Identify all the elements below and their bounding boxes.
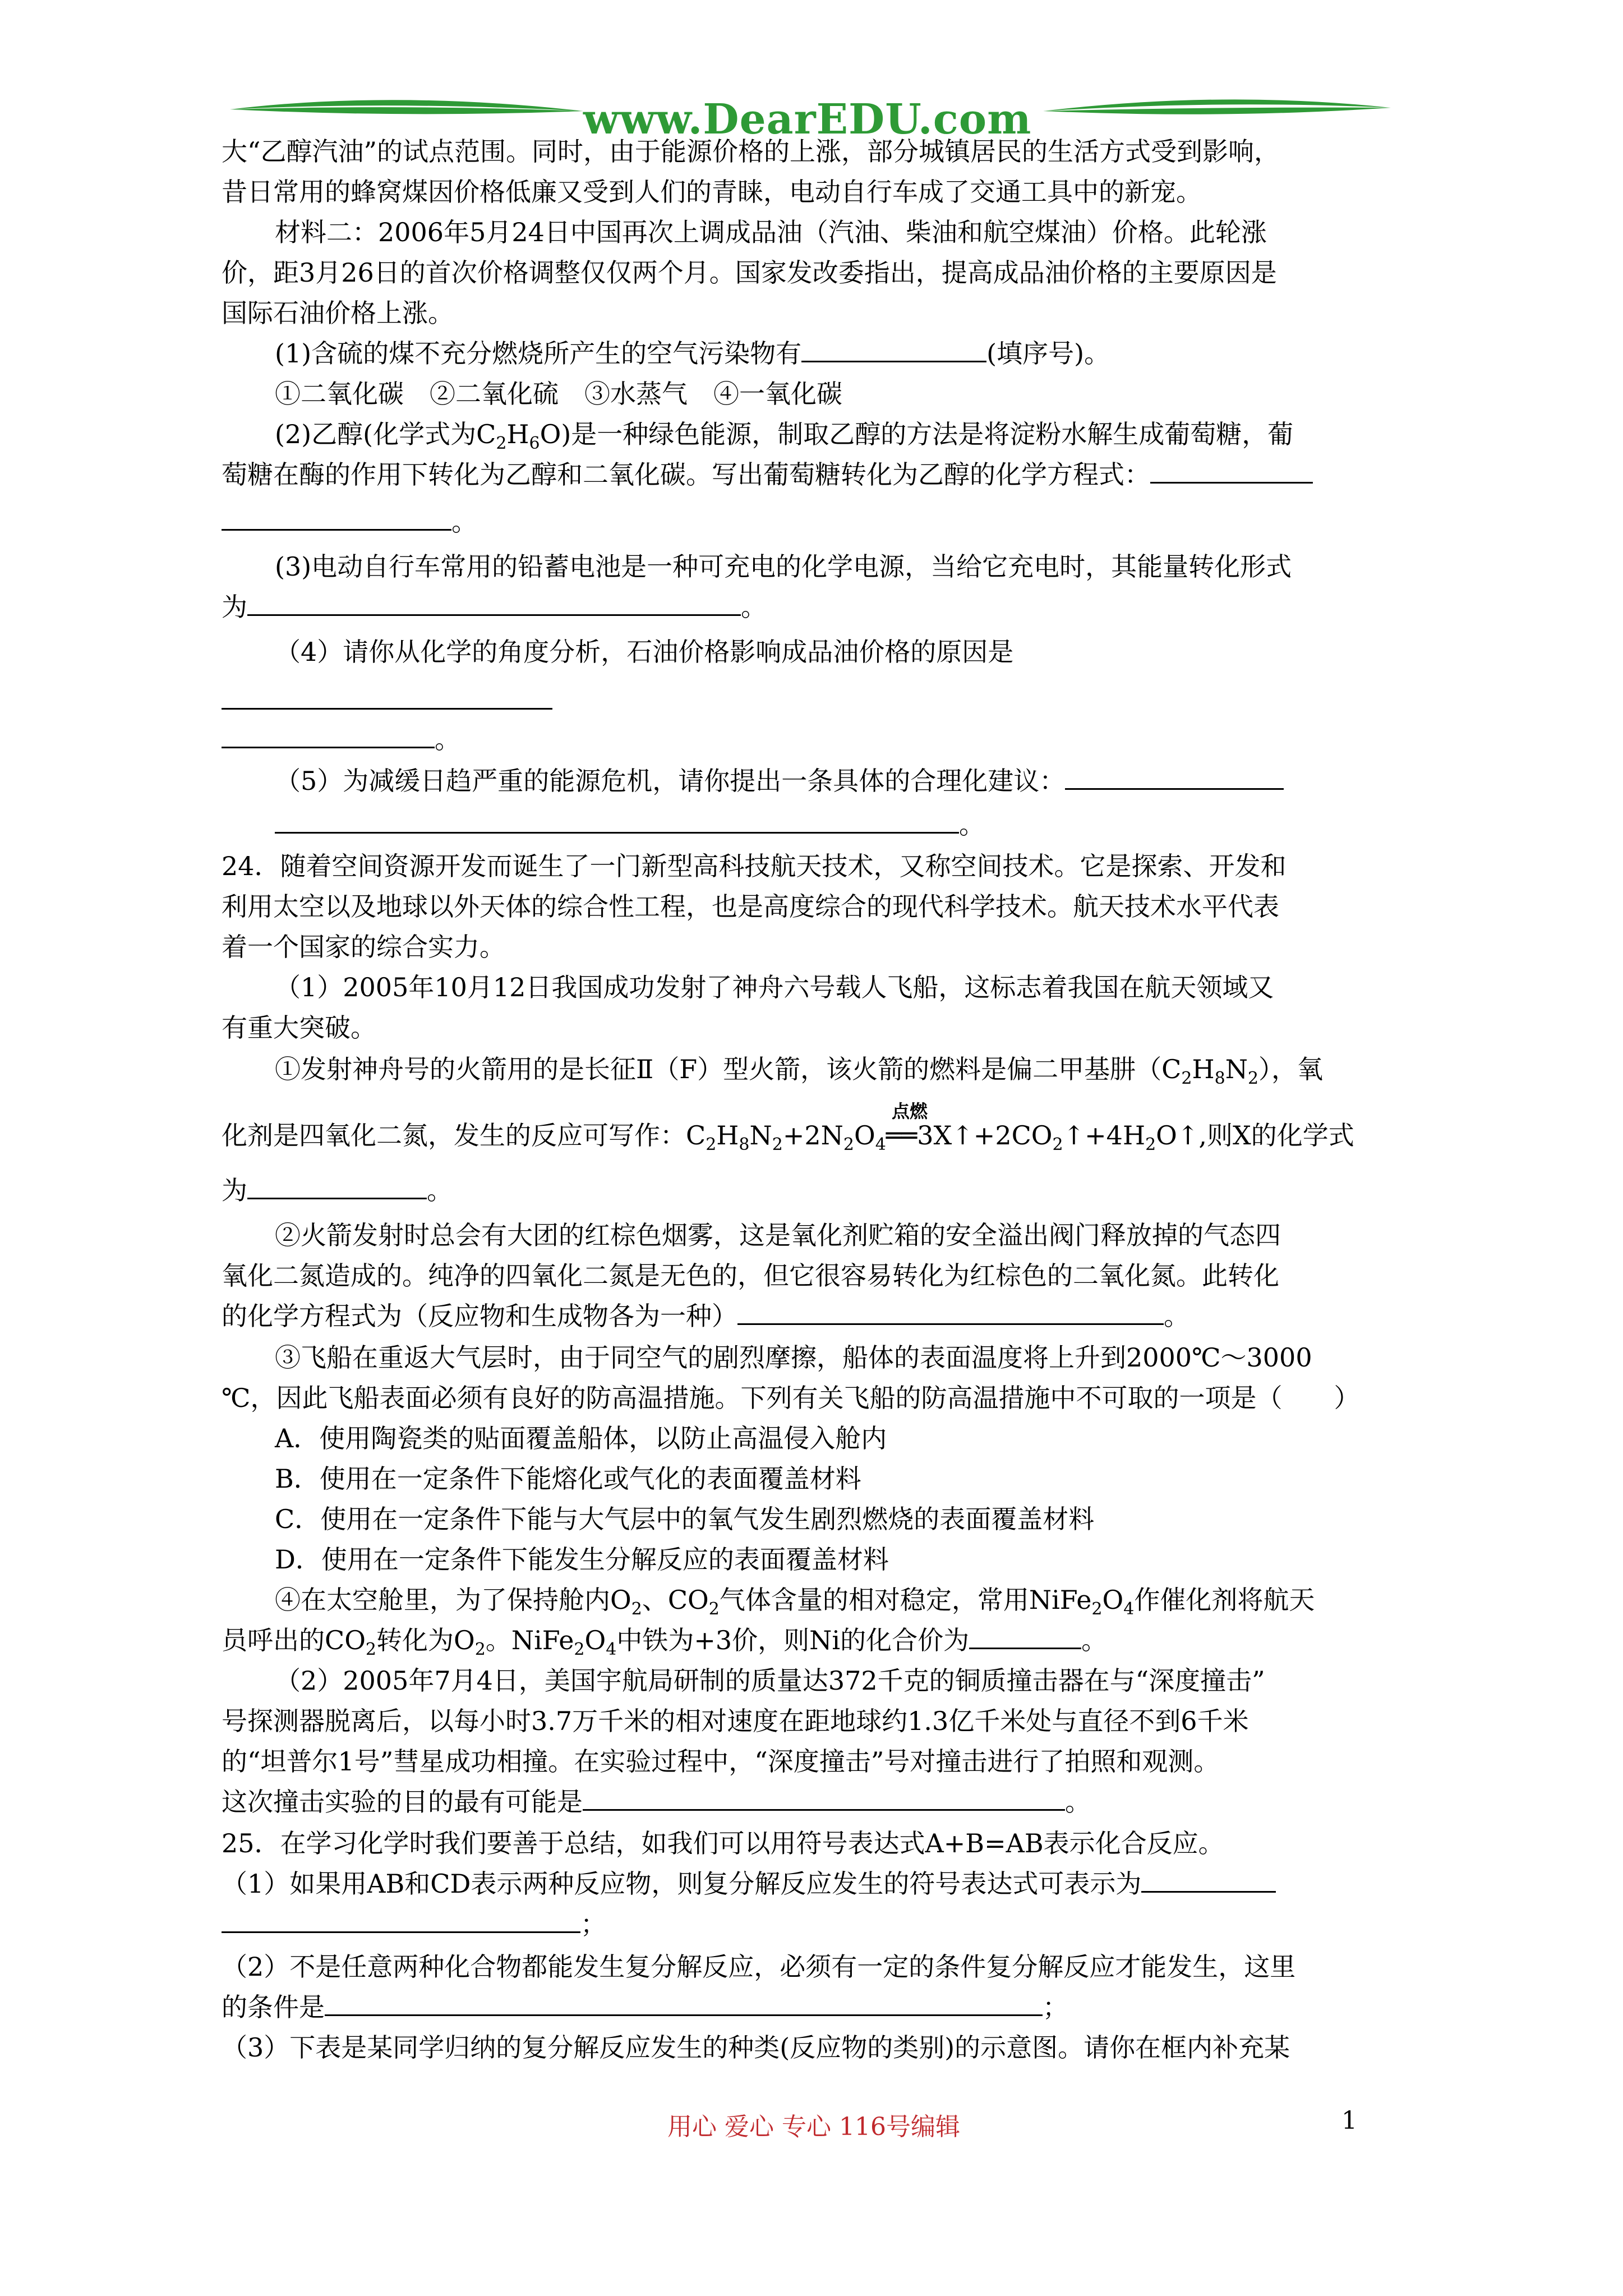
equation-line: 化剂是四氧化二氮，发生的反应可写作：$C_2H_8N_2+2N_2O_4══3X↑+2CO_2↑+4H_2O↑$,则X的化学式 bbox=[222, 1120, 1354, 1155]
text-line: 大“乙醇汽油”的试点范围。同时，由于能源价格的上涨，部分城镇居民的生活方式受到影响， bbox=[222, 136, 1280, 167]
text-line: 萄糖在酶的作用下转化为乙醇和二氧化碳。写出葡萄糖转化为乙醇的化学方程式： bbox=[222, 458, 1313, 491]
text-line: 。 bbox=[222, 723, 460, 756]
answer-blank[interactable] bbox=[583, 1787, 1065, 1811]
text-line: 。 bbox=[222, 505, 477, 539]
text-line: 。 bbox=[275, 808, 985, 841]
options-line: ①二氧化碳 ②二氧化硫 ③水蒸气 ④一氧化碳 bbox=[275, 379, 842, 409]
text-line: 着一个国家的综合实力。 bbox=[222, 932, 505, 962]
answer-blank[interactable] bbox=[222, 1909, 580, 1933]
question-25: 25．在学习化学时我们要善于总结，如我们可以用符号表达式A+B=AB表示化合反应。 bbox=[222, 1828, 1224, 1858]
text-line: 的化学方程式为（反应物和生成物各为一种） 。 bbox=[222, 1301, 1189, 1331]
answer-line[interactable] bbox=[222, 708, 552, 710]
answer-blank[interactable] bbox=[801, 338, 986, 362]
option-b: B．使用在一定条件下能熔化或气化的表面覆盖材料 bbox=[275, 1464, 861, 1494]
question-3: (3)电动自行车常用的铅蓄电池是一种可充电的化学电源，当给它充电时，其能量转化形式 bbox=[275, 551, 1292, 582]
text-line: （3）下表是某同学归纳的复分解反应发生的种类(反应物的类别)的示意图。请你在框内补充某 bbox=[222, 2032, 1290, 2063]
text-line: 员呼出的$CO_2$转化为$O_2$。$NiFe_2O_4$中铁为+3价，则Ni的化合价为 。 bbox=[222, 1625, 1108, 1660]
text-line: ②火箭发射时总会有大团的红棕色烟雾，这是氧化剂贮箱的安全溢出阀门释放掉的气态四 bbox=[275, 1220, 1281, 1250]
question-5: （5）为减缓日趋严重的能源危机，请你提出一条具体的合理化建议： bbox=[275, 764, 1284, 798]
text-line: （2）不是任意两种化合物都能发生复分解反应，必须有一定的条件复分解反应才能发生，这里 bbox=[222, 1952, 1296, 1982]
question-4: （4）请你从化学的角度分析，石油价格影响成品油价格的原因是 bbox=[275, 637, 1014, 667]
answer-blank[interactable] bbox=[1150, 459, 1313, 484]
reaction-condition: 点燃 bbox=[892, 1101, 928, 1122]
answer-blank[interactable] bbox=[969, 1625, 1081, 1649]
text-line: 的“坦普尔1号”彗星成功相撞。在实验过程中，“深度撞击”号对撞击进行了拍照和观测。 bbox=[222, 1746, 1220, 1777]
question-1: (1)含硫的煤不充分燃烧所产生的空气污染物有 (填序号)。 bbox=[275, 338, 1110, 369]
site-logo-text: www.DearEDU.com bbox=[583, 95, 1032, 144]
option-d: D．使用在一定条件下能发生分解反应的表面覆盖材料 bbox=[275, 1544, 889, 1575]
text-line: （2）2005年7月4日，美国宇航局研制的质量达372千克的铜质撞击器在与“深度撞击” bbox=[275, 1665, 1265, 1696]
text-line: ④在太空舱里，为了保持舱内$O_2$、$CO_2$气体含量的相对稳定，常用$NiFe_2O_4$作催化剂将航天 bbox=[275, 1585, 1315, 1619]
text-line: 昔日常用的蜂窝煤因价格低廉又受到人们的青睐，电动自行车成了交通工具中的新宠。 bbox=[222, 177, 1202, 207]
text-line: 国际石油价格上涨。 bbox=[222, 298, 454, 328]
answer-blank[interactable] bbox=[222, 507, 451, 531]
text-line: 有重大突破。 bbox=[222, 1013, 376, 1043]
text-line: 价，距3月26日的首次价格调整仅仅两个月。国家发改委指出，提高成品油价格的主要原因是 bbox=[222, 257, 1277, 288]
answer-blank[interactable] bbox=[247, 592, 741, 616]
question-2: (2)乙醇(化学式为$C_2H_6O$)是一种绿色能源，制取乙醇的方法是将淀粉水解生成葡萄糖，葡 bbox=[275, 419, 1294, 454]
page-number: 1 bbox=[1341, 2106, 1357, 2135]
answer-blank[interactable] bbox=[275, 809, 959, 834]
question-24: 24．随着空间资源开发而诞生了一门新型高科技航天技术，又称空间技术。它是探索、开发和 bbox=[222, 851, 1287, 881]
option-c: C．使用在一定条件下能与大气层中的氧气发生剧烈燃烧的表面覆盖材料 bbox=[275, 1504, 1095, 1534]
text-line: 材料二：2006年5月24日中国再次上调成品油（汽油、柴油和航空煤油）价格。此轮涨 bbox=[275, 217, 1267, 247]
text-line: 为 。 bbox=[222, 1175, 453, 1205]
option-a: A．使用陶瓷类的贴面覆盖船体，以防止高温侵入舱内 bbox=[275, 1423, 887, 1453]
text-line: （1）如果用AB和CD表示两种反应物，则复分解反应发生的符号表达式可表示为 bbox=[222, 1867, 1276, 1901]
text-line: ①发射神舟号的火箭用的是长征Ⅱ（F）型火箭，该火箭的燃料是偏二甲基肼$(C_2H_8N_2)$，氧 bbox=[275, 1054, 1324, 1089]
text-line: 号探测器脱离后，以每小时3.7万千米的相对速度在距地球约1.3亿千米处与直径不到6千米 bbox=[222, 1706, 1249, 1736]
text-line: ； bbox=[222, 1907, 606, 1941]
answer-blank[interactable] bbox=[1065, 766, 1284, 790]
text-line: 利用太空以及地球以外天体的综合性工程，也是高度综合的现代科学技术。航天技术水平代表 bbox=[222, 891, 1279, 922]
text-line: 氧化二氮造成的。纯净的四氧化二氮是无色的，但它很容易转化为红棕色的二氧化氮。此转化 bbox=[222, 1260, 1279, 1291]
text-line: 为 。 bbox=[222, 592, 767, 622]
text-line: ③飞船在重返大气层时，由于同空气的剧烈摩擦，船体的表面温度将上升到2000℃～3000 bbox=[275, 1342, 1312, 1373]
footer-text: 用心 爱心 专心 116号编辑 bbox=[667, 2113, 960, 2141]
text-line: 的条件是 ； bbox=[222, 1992, 1068, 2022]
answer-blank[interactable] bbox=[737, 1301, 1164, 1325]
text-line: ℃，因此飞船表面必须有良好的防高温措施。下列有关飞船的防高温措施中不可取的一项是（ ） bbox=[222, 1383, 1360, 1413]
answer-blank[interactable] bbox=[247, 1175, 427, 1199]
text-line: （1）2005年10月12日我国成功发射了神舟六号载人飞船，这标志着我国在航天领域又 bbox=[275, 972, 1274, 1002]
text-line: 这次撞击实验的目的最有可能是 。 bbox=[222, 1787, 1091, 1817]
answer-blank[interactable] bbox=[325, 1992, 1043, 2016]
answer-blank[interactable] bbox=[222, 724, 435, 748]
answer-blank[interactable] bbox=[1141, 1869, 1276, 1893]
